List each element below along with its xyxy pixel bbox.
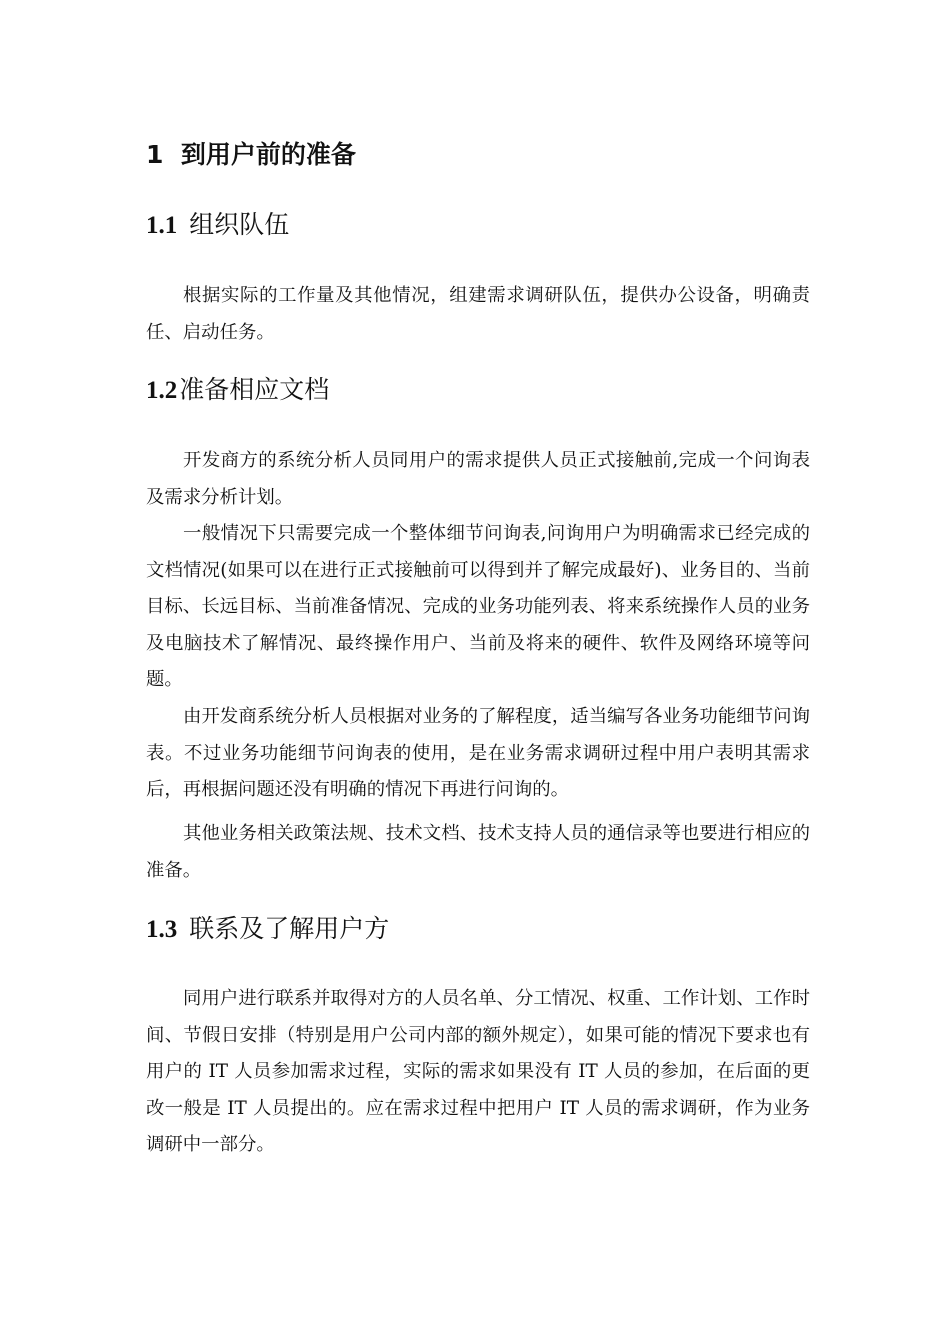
section-number: 1.1 [146,212,178,239]
section-number: 1.3 [146,916,178,943]
chapter-number: 1 [146,140,164,169]
section-title: 联系及了解用户方 [189,914,390,943]
chapter-title: 到用户前的准备 [180,140,356,169]
paragraph: 由开发商系统分析人员根据对业务的了解程度，适当编写各业务功能细节问询表。不过业务功能细节问询表的使用，是在业务需求调研过程中用户表明其需求后，再根据问题还没有明确的情况下再进行问询的。 [146,706,810,800]
chapter-heading [146,138,356,172]
paragraph: 同用户进行联系并取得对方的人员名单、分工情况、权重、工作计划、工作时间、节假日安排（特别是用户公司内部的额外规定），如果可能的情况下要求也有用户的 IT 人员参加需求过程，实际的需求如果没有 IT 人员的参加，在后面的更改一般是 IT 人员提出的。应在需求过程中把用户 IT 人员的需求调研，作为业务调研中一部分。 [146,988,810,1155]
paragraph: 一般情况下只需要完成一个整体细节问询表,问询用户为明确需求已经完成的文档情况(如果可以在进行正式接触前可以得到并了解完成最好)、业务目的、当前目标、长远目标、当前准备情况、完成的业务功能列表、将来系统操作人员的业务及电脑技术了解情况、最终操作用户、当前及将来的硬件、软件及网络环境等问题。 [146,523,810,690]
section-heading-1-1 [146,208,289,243]
section-title: 准备相应文档 [179,375,330,404]
section-title: 组织队伍 [189,210,290,239]
section-number: 1.2 [146,377,178,404]
section-heading-1-2 [146,373,329,408]
paragraph: 根据实际的工作量及其他情况，组建需求调研队伍，提供办公设备，明确责任、启动任务。 [146,285,810,343]
section-heading-1-3 [146,912,389,947]
paragraph: 其他业务相关政策法规、技术文档、技术支持人员的通信录等也要进行相应的准备。 [146,823,810,881]
paragraph: 开发商方的系统分析人员同用户的需求提供人员正式接触前,完成一个问询表及需求分析计划。 [146,450,810,508]
